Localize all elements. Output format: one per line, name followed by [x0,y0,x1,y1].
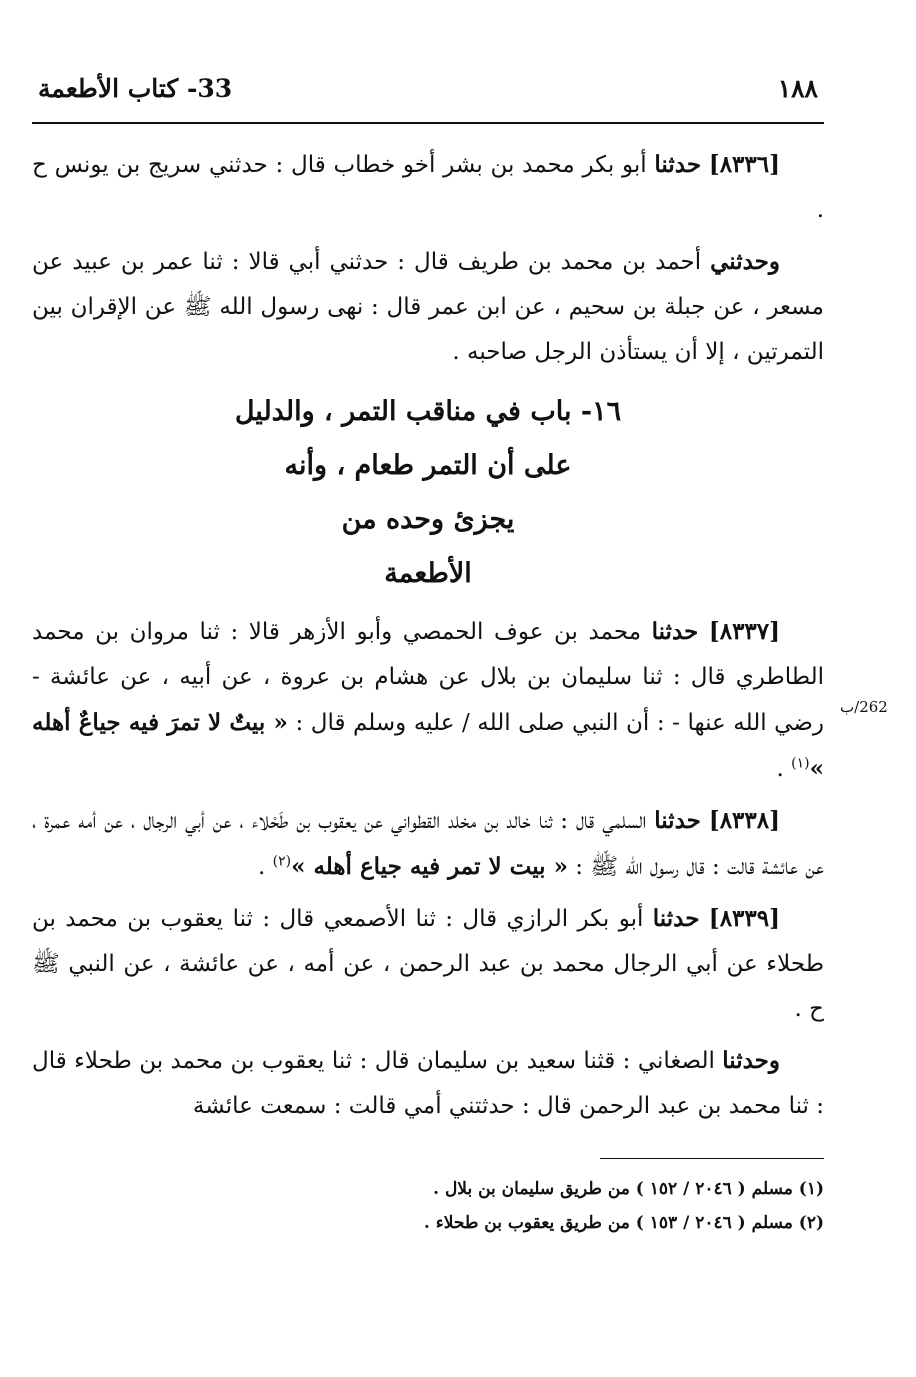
hadith-8339-chain2 [32,1038,824,1129]
footnote-2: (٢) مسلم ( ٢٠٤٦ / ١٥٣ ) من طريق يعقوب بن طحلاء . [423,1213,824,1233]
running-chapter-title: 33- كتاب الأطعمة [38,74,233,103]
hadith-quote: « بيتٌ لا تمرَ فيه جياعٌ أهله » [32,709,824,782]
chapter-heading-line: ١٦- باب في مناقب التمر ، والدليل [234,396,622,427]
hadith-number: [٨٣٣٩] [708,905,780,932]
hadith-lead: حدثنا [654,151,702,178]
chapter-heading-line: يجزئ وحده من [341,504,515,535]
hadith-text: أبو بكر محمد بن بشر أخو خطاب قال : حدثني سريج بن يونس ح . [32,152,824,223]
hadith-number: [٨٣٣٨] [708,807,781,834]
page-number: ١٨٨ [777,74,818,103]
footnote-ref: (٢) [272,853,292,870]
chapter-heading-line: على أن التمر طعام ، وأنه [284,450,572,481]
hadith-end: . [258,854,273,880]
main-text [32,142,824,1135]
hadith-8337 [32,609,824,792]
hadith-text: أحمد بن محمد بن طريف قال : حدثني أبي قالا : ثنا عمر بن عبيد عن مسعر ، عن جبلة بن سحيم ، عن ابن عمر قال : نهى رسول الله ﷺ عن الإقران بين التمرتين ، إلا أن يستأذن الرجل صاحبه . [32,249,824,365]
header-rule [32,122,824,124]
hadith-quote: « بيت لا تمر فيه جياع أهله » [291,853,568,880]
footnote-separator [600,1158,824,1159]
hadith-text: السلمي قال : ثنا خالد بن مخلد القطواني عن يعقوب بن طَحْلاء ، عن أبي الرجال ، عن أمه عمرة ، عن عائشة قالت : قال رسول الله ﷺ : [32,808,824,880]
manuscript-folio-note: 262/ب [840,698,888,716]
hadith-8336 [32,142,824,233]
hadith-lead: حدثنا [652,905,700,932]
hadith-lead: حدثنا [654,807,701,834]
hadith-text: الصغاني : قثنا سعيد بن سليمان قال : ثنا يعقوب بن محمد بن طحلاء قال : ثنا محمد بن عبد الرحمن قال : حدثتني أمي قالت : سمعت عائشة [32,1048,824,1119]
page-header [32,68,824,116]
hadith-text: أبو بكر الرازي قال : ثنا الأصمعي قال : ثنا يعقوب بن محمد بن طحلاء عن أبي الرجال محمد بن عبد الرحمن ، عن أمه ، عن عائشة ، عن النبي ﷺ ح . [32,906,824,1022]
footnote-ref: (١) [791,755,810,772]
hadith-8339 [32,896,824,1032]
hadith-lead: حدثنا [651,618,699,645]
footnote-1: (١) مسلم ( ٢٠٤٦ / ١٥٢ ) من طريق سليمان بن بلال . [433,1179,824,1199]
hadith-text: محمد بن عوف الحمصي وأبو الأزهر قالا : ثنا مروان بن محمد الطاطري قال : ثنا سليمان بن بلال عن هشام بن عروة ، عن أبيه ، عن عائشة - رضي الله عنها - : أن النبي صلى الله / عليه وسلم قال : [32,619,824,736]
hadith-end: . [776,756,792,782]
hadith-lead: وحدثنا [722,1047,780,1074]
hadith-lead: وحدثني [710,248,781,275]
hadith-8336-chain2 [32,239,824,375]
hadith-number: [٨٣٣٦] [708,151,781,178]
chapter-heading-line: الأطعمة [384,558,472,589]
hadith-8338 [32,798,824,890]
footnotes [32,1172,824,1240]
chapter-heading [32,385,824,601]
hadith-number: [٨٣٣٧] [708,618,781,645]
